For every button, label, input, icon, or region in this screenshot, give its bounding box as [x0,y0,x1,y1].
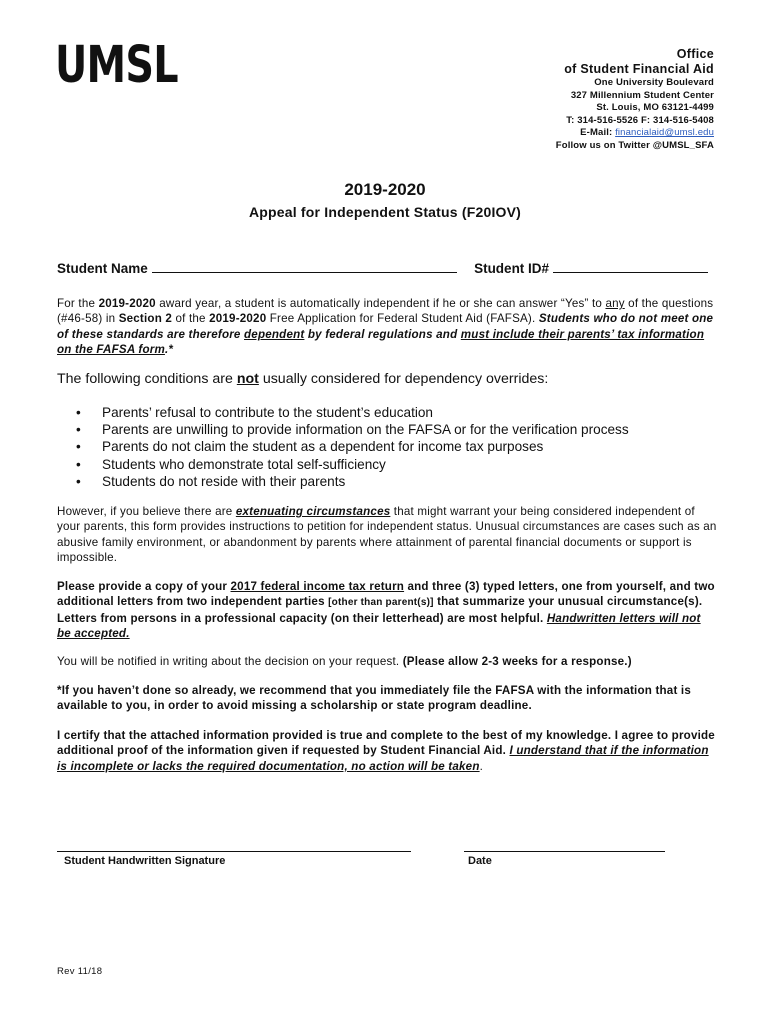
response-time: (Please allow 2-3 weeks for a response.) [402,655,632,668]
list-item: • Parents’ refusal to contribute to the student’s education [76,404,629,421]
certification-warning: I understand that if the information is incomplete or lacks the required documentation, no action will be taken [57,744,709,773]
notification-text: You will be notified in writing about the decision on your request. [57,655,403,668]
conditions-text: The following conditions are [57,371,237,387]
student-name-label: Student Name [57,261,148,276]
extenuating-circumstances: extenuating circumstances [235,505,391,518]
intro-text: of the questions (#46-58) in [57,297,714,326]
phone-fax: T: 314-516-5526 F: 314-516-5408 [566,114,714,126]
date-label: Date [468,855,492,867]
email-link[interactable]: financialaid@umsl.edu [615,127,714,139]
intro-text: of the [172,312,210,326]
umsl-logo: UMSL [55,36,178,95]
provide-text: Please provide a copy of your [57,580,231,593]
revision-date: Rev 11/18 [57,966,103,977]
address-line2: 327 Millennium Student Center [570,89,714,101]
certification-text: I certify that the attached information provided is true and complete to the best of my knowledge. I agree to provide additional proof of the information given if requested by Student Financial Aid. [57,729,715,758]
intro-any: any [605,297,625,310]
date-line[interactable] [464,851,665,852]
conditions-not: not [236,371,259,387]
fafsa-note: *If you haven’t done so already, we recommend that you immediately file the FAFSA with the information that is available to you, in order to avoid missing a scholarship or state program deadline. [57,684,691,713]
conditions-text: usually considered for dependency overrides: [258,371,549,387]
student-info-fields [57,261,708,276]
email-line [556,127,714,140]
conditions-heading [57,371,548,387]
award-year-heading: 2019-2020 [344,180,426,199]
list-item: • Students do not reside with their parents [76,473,629,490]
student-id-field[interactable] [553,261,708,273]
certification-paragraph [57,728,717,774]
list-item: • Students who demonstrate total self-sufficiency [76,456,629,473]
intro-text: Free Application for Federal Student Aid (FAFSA). [266,312,539,326]
certification-text: . [479,759,484,773]
address-line3: St. Louis, MO 63121-4499 [596,102,714,114]
twitter-line: Follow us on Twitter @UMSL_SFA [555,139,714,151]
tax-return-requirement: 2017 federal income tax return [230,580,405,593]
intro-emphasis: by federal regulations and [304,327,461,341]
conditions-list [76,404,629,490]
intro-must-include: must include their parents’ tax information on the FAFSA form [57,327,705,357]
list-item: • Parents do not claim the student as a dependent for income tax purposes [76,438,629,455]
provide-paragraph [57,579,717,642]
student-id-label: Student ID# [474,261,550,276]
intro-text: award year, a student is automatically independent if he or she can answer “Yes” to [155,297,606,310]
intro-year: 2019-2020 [98,297,156,310]
intro-section: Section 2 [118,312,173,326]
student-name-field[interactable] [152,261,457,273]
handwritten-not-accepted: Handwritten letters will not be accepted. [57,611,701,641]
office-title-line1: Office [676,47,714,61]
intro-emphasis: .* [164,343,174,357]
intro-paragraph [57,296,717,358]
office-contact-block [556,46,714,153]
email-label: E-Mail: [580,127,616,139]
intro-emphasis: Students who do not meet one of these standards are therefore [57,312,714,341]
notification-paragraph [57,654,717,669]
provide-text: that summarize your unusual circumstance(s). Letters from persons in a professional capacity (on their letterhead) are most helpful. [57,595,703,625]
intro-year: 2019-2020 [209,312,267,326]
however-paragraph [57,504,717,566]
list-item: • Parents are unwilling to provide information on the FAFSA or for the verification process [76,421,629,438]
intro-dependent: dependent [244,327,305,341]
intro-text: For the [57,297,99,310]
signature-line[interactable] [57,851,411,852]
signature-label: Student Handwritten Signature [64,855,226,867]
however-text: that might warrant your being considered independent of your parents, this form provides instructions to petition for independent status. Unusual circumstances are cases such as an abusive family environment, or abandonment by parents where attainment of parental financial documents or support is impossible. [57,505,717,565]
other-than-parents: [other than parent(s)] [328,597,434,609]
address-line1: One University Boulevard [594,77,714,88]
provide-text: and three (3) typed letters, one from yourself, and two additional letters from two independent parties [57,580,715,609]
however-text: However, if you believe there are [57,505,236,518]
office-title-line2: of Student Financial Aid [564,62,714,76]
form-title: Appeal for Independent Status (F20IOV) [248,204,522,220]
